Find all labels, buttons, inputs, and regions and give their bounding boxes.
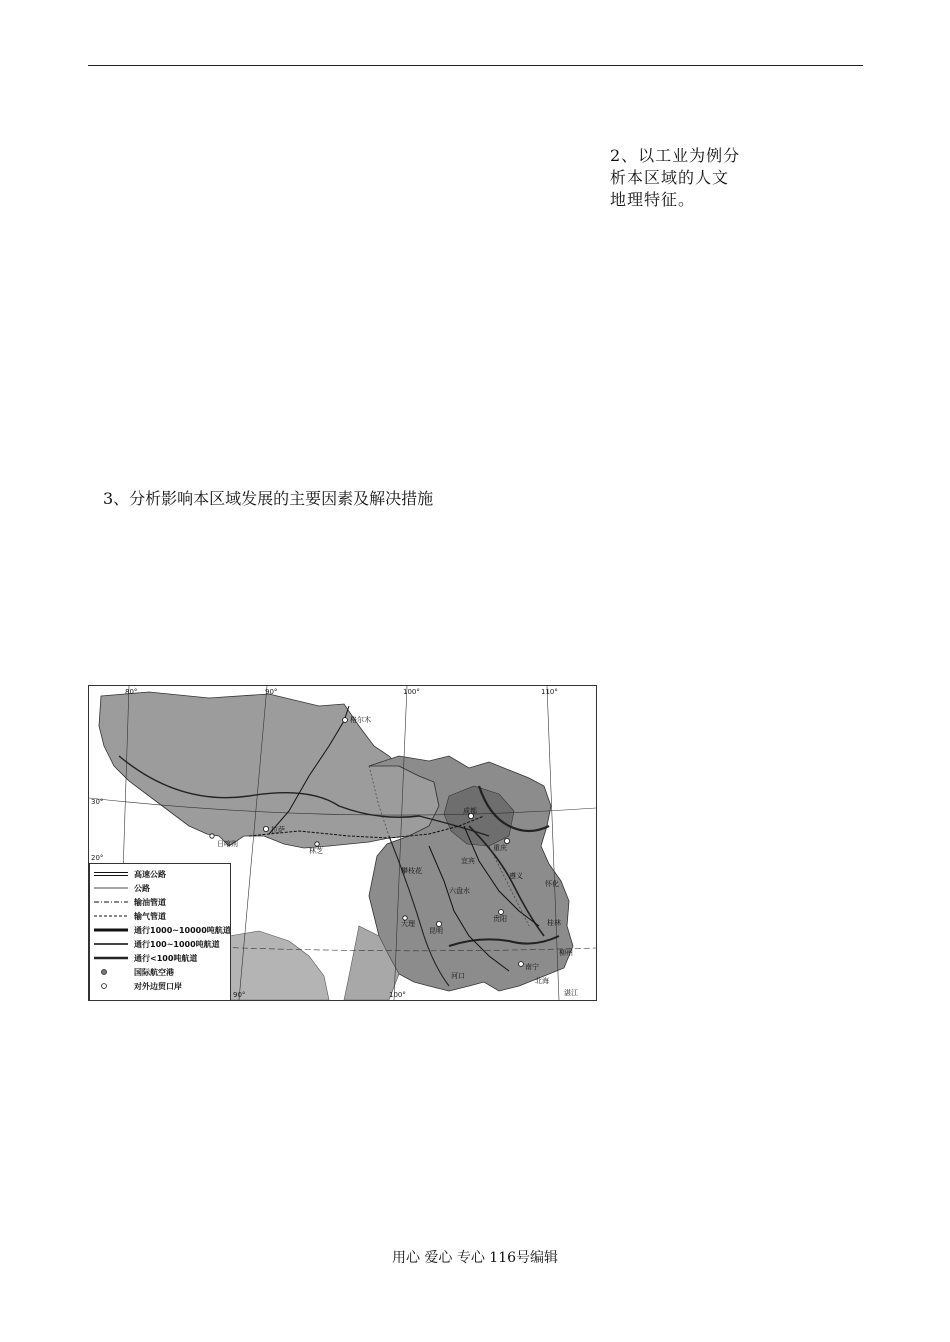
airport-icon xyxy=(94,968,128,976)
map-tick-100e: 100° xyxy=(403,688,420,696)
legend-label: 输油管道 xyxy=(134,897,166,907)
city-label: 成都 xyxy=(463,807,477,815)
city-label: 河口 xyxy=(451,972,465,980)
legend-sample-thick-line xyxy=(94,926,128,934)
city-label: 贵阳 xyxy=(493,915,507,923)
page-footer: 用心 爱心 专心 116号编辑 xyxy=(391,1250,559,1266)
city-label: 柳州 xyxy=(559,949,573,957)
legend-label: 通行100~1000吨航道 xyxy=(134,939,220,949)
legend-sample-dash-dot xyxy=(94,898,128,906)
city-label: 昆明 xyxy=(429,927,443,935)
city-label: 宜宾 xyxy=(461,857,475,865)
legend-item-waterway-small xyxy=(94,952,228,964)
legend-item-airport xyxy=(94,966,228,978)
city-label: 日喀则 xyxy=(217,840,238,848)
map-tick-30n: 30° xyxy=(91,798,104,806)
map-tick-20n: 20° xyxy=(91,854,104,862)
header-rule xyxy=(88,65,863,66)
city-label: 南宁 xyxy=(525,963,539,971)
legend-label: 高速公路 xyxy=(134,869,166,879)
southwest-china-map xyxy=(88,685,597,1001)
city-label: 林芝 xyxy=(309,847,323,855)
map-tick-110e: 110° xyxy=(541,688,558,696)
city-label: 大理 xyxy=(401,920,415,928)
legend-label: 通行<100吨航道 xyxy=(134,953,198,963)
map-tick-90e: 90° xyxy=(265,688,278,696)
city-label: 拉萨 xyxy=(271,826,285,834)
city-label: 六盘水 xyxy=(449,887,470,895)
question-2-line-3: 地理特征。 xyxy=(610,190,696,209)
legend-item-oil-pipeline xyxy=(94,896,228,908)
legend-sample-double-line xyxy=(94,870,128,878)
city-label: 攀枝花 xyxy=(401,867,422,875)
legend-label: 输气管道 xyxy=(134,911,166,921)
border-port-icon xyxy=(94,982,128,990)
legend-label: 国际航空港 xyxy=(134,967,174,977)
legend-item-road xyxy=(94,882,228,894)
question-2-line-2: 析本区域的人文 xyxy=(610,168,730,187)
city-label: 格尔木 xyxy=(350,716,371,724)
legend-item-expressway xyxy=(94,868,228,880)
legend-sample-dash xyxy=(94,912,128,920)
map-tick-80e: 80° xyxy=(125,688,138,696)
legend-label: 公路 xyxy=(134,883,150,893)
legend-item-border-port xyxy=(94,980,228,992)
legend-item-waterway-large xyxy=(94,924,231,936)
city-label: 北海 xyxy=(535,977,549,985)
legend-item-waterway-medium xyxy=(94,938,228,950)
legend-item-gas-pipeline xyxy=(94,910,228,922)
legend-label: 通行1000~10000吨航道 xyxy=(134,925,231,935)
question-3: 3、分析影响本区域发展的主要因素及解决措施 xyxy=(103,489,434,508)
map-tick-100e-bottom: 100° xyxy=(389,991,406,999)
city-label: 湛江 xyxy=(564,989,578,997)
city-label: 桂林 xyxy=(547,919,561,927)
city-label: 怀化 xyxy=(545,880,559,888)
city-label: 遵义 xyxy=(509,872,523,880)
map-tick-90e-bottom: 90° xyxy=(233,991,246,999)
legend-sample-medium-line xyxy=(94,940,128,948)
city-label: 重庆 xyxy=(493,844,507,852)
legend-label: 对外边贸口岸 xyxy=(134,981,182,991)
legend-sample-thin-line xyxy=(94,884,128,892)
question-2-line-1: 2、以工业为例分 xyxy=(610,146,741,165)
question-2 xyxy=(610,145,770,211)
map-legend xyxy=(89,863,231,1001)
legend-sample-bold-line xyxy=(94,954,128,962)
